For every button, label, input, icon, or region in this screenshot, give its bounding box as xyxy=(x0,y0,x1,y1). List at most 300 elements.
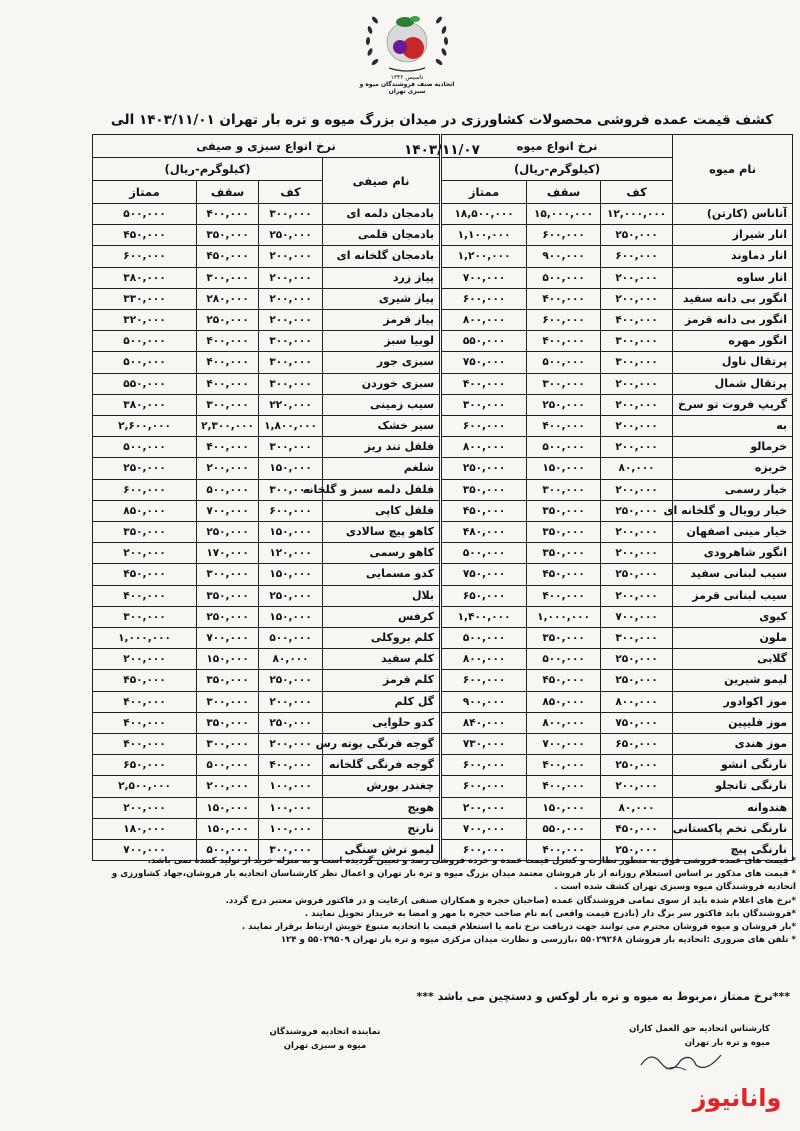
veg-max-cell: ۲۰۰,۰۰۰ xyxy=(197,458,259,479)
veg-premium-cell: ۲,۶۰۰,۰۰۰ xyxy=(93,416,197,437)
fruit-max-cell: ۱۵۰,۰۰۰ xyxy=(527,797,601,818)
veg-min-cell: ۸۰,۰۰۰ xyxy=(259,649,323,670)
fruit-premium-cell: ۴۸۰,۰۰۰ xyxy=(441,522,527,543)
logo-org-name: اتحادیه صنف فروشندگان میوه و سبزی تهران xyxy=(359,81,455,95)
veg-min-header: کف xyxy=(259,181,323,204)
table-row xyxy=(93,458,793,479)
fruit-min-cell: ۴۰۰,۰۰۰ xyxy=(601,310,673,331)
fruit-name-cell: انگور مهره xyxy=(673,331,793,352)
fruit-min-cell: ۲۰۰,۰۰۰ xyxy=(601,522,673,543)
union-logo xyxy=(352,4,462,100)
veg-name-cell: کاهو رسمی xyxy=(323,543,441,564)
fruit-group-header: نرخ انواع میوه xyxy=(441,135,673,158)
fruit-name-cell: خیار مینی اصفهان xyxy=(673,522,793,543)
fruit-premium-cell: ۴۵۰,۰۰۰ xyxy=(441,500,527,521)
veg-name-cell: کرفس xyxy=(323,606,441,627)
note-line: * تلفن های ضروری :اتحادیه بار فروشان ۵۵۰۲۹۲۶۸ ،بازرسی و نظارت میدان مرکزی میوه و تره بار تهران ۵۵۰۲۹۵۰۹ و ۱۲۴ xyxy=(280,935,796,946)
veg-max-cell: ۷۰۰,۰۰۰ xyxy=(197,628,259,649)
veg-name-cell: گوجه فرنگی گلخانه xyxy=(323,755,441,776)
note-line: *بار فروشان و میوه فروشان محترم می توانند جهت دریافت نرخ نامه یا استعلام قیمت با اتحادیه متبوع خویش ارتباط برقرار نمایند . xyxy=(241,922,796,933)
fruit-name-cell: آناناس (کارتن) xyxy=(673,204,793,225)
fruit-min-header: کف xyxy=(601,181,673,204)
veg-premium-cell: ۲,۵۰۰,۰۰۰ xyxy=(93,776,197,797)
veg-min-cell: ۱۰۰,۰۰۰ xyxy=(259,776,323,797)
veg-name-cell: کلم بروکلی xyxy=(323,628,441,649)
table-row xyxy=(93,628,793,649)
veg-max-cell: ۴۰۰,۰۰۰ xyxy=(197,331,259,352)
veg-premium-cell: ۲۵۰,۰۰۰ xyxy=(93,458,197,479)
fruit-premium-cell: ۱,۲۰۰,۰۰۰ xyxy=(441,246,527,267)
veg-min-cell: ۱۵۰,۰۰۰ xyxy=(259,522,323,543)
fruit-name-cell: انار ساوه xyxy=(673,267,793,288)
fruit-min-cell: ۲۵۰,۰۰۰ xyxy=(601,755,673,776)
fruit-premium-cell: ۵۰۰,۰۰۰ xyxy=(441,543,527,564)
signature-left-org: میوه و سبزی تهران xyxy=(283,1041,367,1051)
veg-min-cell: ۲۰۰,۰۰۰ xyxy=(259,310,323,331)
fruit-name-cell: به xyxy=(673,416,793,437)
signature-right-org: میوه و تره بار تهران xyxy=(684,1038,770,1048)
fruit-max-cell: ۴۵۰,۰۰۰ xyxy=(527,670,601,691)
veg-min-cell: ۲۰۰,۰۰۰ xyxy=(259,691,323,712)
veg-max-cell: ۳۵۰,۰۰۰ xyxy=(197,225,259,246)
fruit-max-cell: ۹۰۰,۰۰۰ xyxy=(527,246,601,267)
fruit-name-cell: نارنگی تخم پاکستانی xyxy=(673,818,793,839)
veg-premium-cell: ۴۰۰,۰۰۰ xyxy=(93,691,197,712)
fruit-name-cell: گریپ فروت تو سرخ xyxy=(673,394,793,415)
veg-premium-cell: ۳۸۰,۰۰۰ xyxy=(93,394,197,415)
veg-premium-cell: ۲۰۰,۰۰۰ xyxy=(93,543,197,564)
veg-max-cell: ۲۵۰,۰۰۰ xyxy=(197,522,259,543)
fruit-premium-cell: ۶۰۰,۰۰۰ xyxy=(441,416,527,437)
fruit-name-cell: ملون xyxy=(673,628,793,649)
fruit-min-cell: ۲۰۰,۰۰۰ xyxy=(601,543,673,564)
fruit-max-cell: ۴۰۰,۰۰۰ xyxy=(527,331,601,352)
fruit-premium-cell: ۸۰۰,۰۰۰ xyxy=(441,649,527,670)
fruit-min-cell: ۲۵۰,۰۰۰ xyxy=(601,225,673,246)
fruit-max-cell: ۴۰۰,۰۰۰ xyxy=(527,585,601,606)
veg-max-cell: ۳۵۰,۰۰۰ xyxy=(197,585,259,606)
fruit-name-cell: انار شیراز xyxy=(673,225,793,246)
table-row xyxy=(93,712,793,733)
veg-premium-cell: ۷۰۰,۰۰۰ xyxy=(93,840,197,861)
fruit-premium-cell: ۲۵۰,۰۰۰ xyxy=(441,458,527,479)
veg-min-cell: ۲۰۰,۰۰۰ xyxy=(259,267,323,288)
premium-note: ***نرخ ممتاز ،مربوط به میوه و تره بار لوکس و دستچین می باشد *** xyxy=(416,990,790,1003)
fruit-name-cell: خربزه xyxy=(673,458,793,479)
veg-name-cell: شلغم xyxy=(323,458,441,479)
veg-min-cell: ۱۵۰,۰۰۰ xyxy=(259,564,323,585)
table-row xyxy=(93,670,793,691)
veg-max-cell: ۲۵۰,۰۰۰ xyxy=(197,310,259,331)
veg-max-cell: ۴۰۰,۰۰۰ xyxy=(197,437,259,458)
veg-max-cell: ۲,۳۰۰,۰۰۰ xyxy=(197,416,259,437)
veg-min-cell: ۲۰۰,۰۰۰ xyxy=(259,246,323,267)
veg-premium-cell: ۳۵۰,۰۰۰ xyxy=(93,522,197,543)
fruit-max-cell: ۴۰۰,۰۰۰ xyxy=(527,288,601,309)
table-row xyxy=(93,373,793,394)
fruit-min-cell: ۲۰۰,۰۰۰ xyxy=(601,267,673,288)
veg-name-cell: بادمجان گلخانه ای xyxy=(323,246,441,267)
fruit-premium-cell: ۹۰۰,۰۰۰ xyxy=(441,691,527,712)
veg-min-cell: ۱۵۰,۰۰۰ xyxy=(259,606,323,627)
veg-name-cell: گوجه فرنگی بوته رس xyxy=(323,734,441,755)
fruit-max-cell: ۶۰۰,۰۰۰ xyxy=(527,225,601,246)
fruit-min-cell: ۴۵۰,۰۰۰ xyxy=(601,818,673,839)
veg-min-cell: ۲۰۰,۰۰۰ xyxy=(259,288,323,309)
fruit-max-cell: ۴۰۰,۰۰۰ xyxy=(527,416,601,437)
fruit-premium-cell: ۷۵۰,۰۰۰ xyxy=(441,564,527,585)
fruit-premium-cell: ۶۵۰,۰۰۰ xyxy=(441,585,527,606)
fruit-max-cell: ۱۵۰,۰۰۰ xyxy=(527,458,601,479)
fruit-premium-cell: ۶۰۰,۰۰۰ xyxy=(441,755,527,776)
fruit-premium-cell: ۲۰۰,۰۰۰ xyxy=(441,797,527,818)
veg-premium-cell: ۶۵۰,۰۰۰ xyxy=(93,755,197,776)
table-row xyxy=(93,818,793,839)
veg-max-cell: ۴۰۰,۰۰۰ xyxy=(197,204,259,225)
fruit-name-cell: انار دماوند xyxy=(673,246,793,267)
fruit-min-cell: ۲۰۰,۰۰۰ xyxy=(601,373,673,394)
signature-block-left xyxy=(230,1025,420,1053)
fruit-premium-cell: ۷۵۰,۰۰۰ xyxy=(441,352,527,373)
veg-name-cell: فلفل دلمه سبز و گلخانه xyxy=(323,479,441,500)
veg-max-cell: ۳۵۰,۰۰۰ xyxy=(197,670,259,691)
veg-min-cell: ۳۰۰,۰۰۰ xyxy=(259,352,323,373)
fruit-premium-cell: ۳۵۰,۰۰۰ xyxy=(441,479,527,500)
veg-name-cell: سیب زمینی xyxy=(323,394,441,415)
veg-name-cell: پیاز زرد xyxy=(323,267,441,288)
veg-name-cell: لوبیا سبز xyxy=(323,331,441,352)
veg-premium-cell: ۸۵۰,۰۰۰ xyxy=(93,500,197,521)
veg-min-cell: ۳۰۰,۰۰۰ xyxy=(259,204,323,225)
fruit-name-cell: خرمالو xyxy=(673,437,793,458)
veg-premium-cell: ۴۰۰,۰۰۰ xyxy=(93,734,197,755)
note-line: *نرخ های اعلام شده باید از سوی تمامی فروشندگان عمده (صاحبان حجره و همکاران صنفی )رعایت و در فاکتور فروش معتبر درج گردد. xyxy=(225,895,796,906)
veg-premium-cell: ۴۵۰,۰۰۰ xyxy=(93,670,197,691)
veg-max-cell: ۴۰۰,۰۰۰ xyxy=(197,373,259,394)
fruit-min-cell: ۲۰۰,۰۰۰ xyxy=(601,394,673,415)
fruit-name-cell: لیمو شیرین xyxy=(673,670,793,691)
veg-min-cell: ۱,۸۰۰,۰۰۰ xyxy=(259,416,323,437)
table-row xyxy=(93,606,793,627)
veg-min-cell: ۴۰۰,۰۰۰ xyxy=(259,755,323,776)
logo-year: تاسیس ۱۳۴۲ xyxy=(390,74,424,81)
fruit-name-cell: هندوانه xyxy=(673,797,793,818)
fruit-max-cell: ۱۵,۰۰۰,۰۰۰ xyxy=(527,204,601,225)
fruit-premium-cell: ۷۰۰,۰۰۰ xyxy=(441,267,527,288)
table-row xyxy=(93,225,793,246)
fruit-max-cell: ۳۵۰,۰۰۰ xyxy=(527,628,601,649)
fruit-max-cell: ۱,۰۰۰,۰۰۰ xyxy=(527,606,601,627)
table-row xyxy=(93,564,793,585)
veg-max-cell: ۵۰۰,۰۰۰ xyxy=(197,840,259,861)
veg-max-cell: ۲۸۰,۰۰۰ xyxy=(197,288,259,309)
fruit-name-cell: نارنگی تانجلو xyxy=(673,776,793,797)
fruit-name-cell: خیار رویال و گلخانه ای xyxy=(673,500,793,521)
fruit-premium-cell: ۶۰۰,۰۰۰ xyxy=(441,670,527,691)
veg-max-cell: ۵۰۰,۰۰۰ xyxy=(197,755,259,776)
veg-min-cell: ۱۰۰,۰۰۰ xyxy=(259,818,323,839)
fruit-min-cell: ۶۵۰,۰۰۰ xyxy=(601,734,673,755)
veg-min-cell: ۳۰۰,۰۰۰ xyxy=(259,331,323,352)
fruit-premium-cell: ۵۵۰,۰۰۰ xyxy=(441,331,527,352)
fruit-premium-cell: ۴۰۰,۰۰۰ xyxy=(441,373,527,394)
veg-name-cell: نارنج xyxy=(323,818,441,839)
table-row xyxy=(93,416,793,437)
veg-name-cell: کلم قرمز xyxy=(323,670,441,691)
veg-premium-cell: ۴۰۰,۰۰۰ xyxy=(93,585,197,606)
veg-premium-cell: ۳۰۰,۰۰۰ xyxy=(93,606,197,627)
veg-max-cell: ۱۵۰,۰۰۰ xyxy=(197,818,259,839)
veg-name-cell: بادمجان دلمه ای xyxy=(323,204,441,225)
fruit-premium-cell: ۶۰۰,۰۰۰ xyxy=(441,288,527,309)
price-table-body xyxy=(93,204,793,861)
fruit-name-cell: موز اکوادور xyxy=(673,691,793,712)
veg-max-cell: ۳۰۰,۰۰۰ xyxy=(197,734,259,755)
fruit-max-cell: ۵۰۰,۰۰۰ xyxy=(527,649,601,670)
fruit-max-cell: ۳۵۰,۰۰۰ xyxy=(527,543,601,564)
signature-left-title: نماینده اتحادیه فروشندگان xyxy=(269,1027,381,1037)
fruit-min-cell: ۲۵۰,۰۰۰ xyxy=(601,840,673,861)
veg-min-cell: ۱۰۰,۰۰۰ xyxy=(259,797,323,818)
fruit-name-cell: انگور شاهرودی xyxy=(673,543,793,564)
veg-unit-header: (کیلوگرم-ریال) xyxy=(93,158,323,181)
veg-premium-cell: ۲۰۰,۰۰۰ xyxy=(93,649,197,670)
veg-name-cell: سیر خشک xyxy=(323,416,441,437)
veg-premium-cell: ۵۰۰,۰۰۰ xyxy=(93,204,197,225)
fruit-name-cell: سیب لبنانی سفید xyxy=(673,564,793,585)
veg-name-cell: بادمجان قلمی xyxy=(323,225,441,246)
veg-name-cell: کلم سفید xyxy=(323,649,441,670)
veg-name-cell: گل کلم xyxy=(323,691,441,712)
veg-premium-cell: ۱۸۰,۰۰۰ xyxy=(93,818,197,839)
veg-premium-cell: ۴۰۰,۰۰۰ xyxy=(93,712,197,733)
fruit-name-cell: موز فلیپین xyxy=(673,712,793,733)
veg-premium-cell: ۵۵۰,۰۰۰ xyxy=(93,373,197,394)
signature-right-title: کارشناس اتحادیه حق العمل کاران xyxy=(629,1024,770,1034)
table-row xyxy=(93,585,793,606)
table-row xyxy=(93,437,793,458)
veg-name-cell: پیاز شیری xyxy=(323,288,441,309)
fruit-min-cell: ۳۰۰,۰۰۰ xyxy=(601,331,673,352)
fruit-max-cell: ۴۰۰,۰۰۰ xyxy=(527,776,601,797)
table-row xyxy=(93,522,793,543)
table-row xyxy=(93,755,793,776)
fruit-name-cell: گلابی xyxy=(673,649,793,670)
fruit-min-cell: ۲۰۰,۰۰۰ xyxy=(601,479,673,500)
fruit-min-cell: ۸۰,۰۰۰ xyxy=(601,458,673,479)
fruit-max-cell: ۷۰۰,۰۰۰ xyxy=(527,734,601,755)
fruit-min-cell: ۲۵۰,۰۰۰ xyxy=(601,500,673,521)
veg-premium-cell: ۳۸۰,۰۰۰ xyxy=(93,267,197,288)
veg-min-cell: ۲۵۰,۰۰۰ xyxy=(259,712,323,733)
veg-max-cell: ۲۰۰,۰۰۰ xyxy=(197,776,259,797)
veg-name-cell: بلال xyxy=(323,585,441,606)
veg-name-cell: لیمو ترش سنگی xyxy=(323,840,441,861)
table-row xyxy=(93,204,793,225)
veg-max-cell: ۴۰۰,۰۰۰ xyxy=(197,352,259,373)
fruit-name-cell: خیار رسمی xyxy=(673,479,793,500)
veg-name-cell: کدو مسمایی xyxy=(323,564,441,585)
veg-min-cell: ۲۲۰,۰۰۰ xyxy=(259,394,323,415)
note-line: *فروشندگان باید فاکتور سر برگ دار (بادرج قیمت واقعی )به نام صاحب حجره با مهر و امضا به خریدار تحویل نمایند . xyxy=(304,908,796,919)
veg-name-cell: هویج xyxy=(323,797,441,818)
veg-min-cell: ۶۰۰,۰۰۰ xyxy=(259,500,323,521)
veg-name-header: نام صیفی xyxy=(323,158,441,204)
veg-min-cell: ۱۵۰,۰۰۰ xyxy=(259,458,323,479)
veg-name-cell: پیاز قرمز xyxy=(323,310,441,331)
veg-min-cell: ۳۰۰,۰۰۰ xyxy=(259,479,323,500)
table-row xyxy=(93,649,793,670)
fruit-name-cell: نارنگی پیچ xyxy=(673,840,793,861)
veg-name-cell: فلفل کاپی xyxy=(323,500,441,521)
veg-max-cell: ۳۰۰,۰۰۰ xyxy=(197,564,259,585)
veg-premium-cell: ۶۰۰,۰۰۰ xyxy=(93,479,197,500)
table-row xyxy=(93,246,793,267)
table-row xyxy=(93,288,793,309)
note-line: * قیمت های عمده فروشی فوق به منظور نظارت و کنترل قیمت عمده و خرده فروشی رصد و تعیین گردیده است و به منزله خرید از تولید کننده نمی باشد. xyxy=(147,856,796,866)
fruit-min-cell: ۲۵۰,۰۰۰ xyxy=(601,670,673,691)
veg-max-cell: ۷۰۰,۰۰۰ xyxy=(197,500,259,521)
veg-name-cell: کاهو پیچ سالادی xyxy=(323,522,441,543)
table-row xyxy=(93,543,793,564)
veg-premium-cell: ۵۰۰,۰۰۰ xyxy=(93,437,197,458)
veg-max-cell: ۳۰۰,۰۰۰ xyxy=(197,394,259,415)
veg-max-header: سقف xyxy=(197,181,259,204)
fruit-min-cell: ۲۰۰,۰۰۰ xyxy=(601,288,673,309)
veg-premium-cell: ۵۰۰,۰۰۰ xyxy=(93,331,197,352)
document-title: کشف قیمت عمده فروشی محصولات کشاورزی در میدان بزرگ میوه و تره بار تهران ۱۴۰۳/۱۱/۰۱ الی ۱۴۰۳/۱۱/۰۷ xyxy=(110,112,774,158)
fruit-max-cell: ۶۰۰,۰۰۰ xyxy=(527,310,601,331)
fruit-min-cell: ۲۵۰,۰۰۰ xyxy=(601,649,673,670)
veg-min-cell: ۲۵۰,۰۰۰ xyxy=(259,670,323,691)
veg-name-cell: کدو حلوایی xyxy=(323,712,441,733)
notes-section xyxy=(96,855,796,947)
veg-min-cell: ۲۵۰,۰۰۰ xyxy=(259,585,323,606)
veg-min-cell: ۲۵۰,۰۰۰ xyxy=(259,225,323,246)
fruit-max-cell: ۴۵۰,۰۰۰ xyxy=(527,564,601,585)
fruit-min-cell: ۸۰,۰۰۰ xyxy=(601,797,673,818)
veg-max-cell: ۳۵۰,۰۰۰ xyxy=(197,712,259,733)
table-row xyxy=(93,776,793,797)
fruit-max-cell: ۴۰۰,۰۰۰ xyxy=(527,840,601,861)
fruit-premium-cell: ۸۰۰,۰۰۰ xyxy=(441,437,527,458)
veg-premium-cell: ۱,۰۰۰,۰۰۰ xyxy=(93,628,197,649)
fruit-min-cell: ۳۰۰,۰۰۰ xyxy=(601,352,673,373)
veg-max-cell: ۳۰۰,۰۰۰ xyxy=(197,267,259,288)
veg-premium-cell: ۳۲۰,۰۰۰ xyxy=(93,310,197,331)
veg-group-header: نرخ انواع سبزی و صیفی xyxy=(93,135,441,158)
fruit-min-cell: ۷۰۰,۰۰۰ xyxy=(601,606,673,627)
fruit-premium-header: ممتاز xyxy=(441,181,527,204)
veg-premium-cell: ۲۰۰,۰۰۰ xyxy=(93,797,197,818)
fruit-min-cell: ۷۵۰,۰۰۰ xyxy=(601,712,673,733)
table-row xyxy=(93,797,793,818)
fruit-max-cell: ۳۵۰,۰۰۰ xyxy=(527,500,601,521)
fruit-min-cell: ۲۰۰,۰۰۰ xyxy=(601,416,673,437)
fruit-name-cell: کیوی xyxy=(673,606,793,627)
veg-premium-header: ممتاز xyxy=(93,181,197,204)
site-watermark: وانانیوز xyxy=(692,1084,782,1112)
table-row xyxy=(93,310,793,331)
fruit-premium-cell: ۸۴۰,۰۰۰ xyxy=(441,712,527,733)
fruit-max-cell: ۸۰۰,۰۰۰ xyxy=(527,712,601,733)
table-row xyxy=(93,500,793,521)
fruit-max-cell: ۴۰۰,۰۰۰ xyxy=(527,755,601,776)
fruit-premium-cell: ۶۰۰,۰۰۰ xyxy=(441,840,527,861)
fruit-min-cell: ۲۰۰,۰۰۰ xyxy=(601,437,673,458)
veg-name-cell: سبزی خوردن xyxy=(323,373,441,394)
veg-name-cell: چغندر بورش xyxy=(323,776,441,797)
fruit-wreath-icon xyxy=(359,4,455,74)
veg-min-cell: ۱۲۰,۰۰۰ xyxy=(259,543,323,564)
veg-premium-cell: ۳۳۰,۰۰۰ xyxy=(93,288,197,309)
fruit-name-header: نام میوه xyxy=(673,135,793,204)
note-line: * قیمت های مذکور بر اساس استعلام روزانه از بار فروشان معتمد میدان بزرگ میوه و تره بار تهران و اعمال نظر کارشناسان اتحادیه بار فروشان،جهاد کشاورزی و xyxy=(111,869,796,880)
fruit-premium-cell: ۸۰۰,۰۰۰ xyxy=(441,310,527,331)
veg-max-cell: ۳۰۰,۰۰۰ xyxy=(197,691,259,712)
fruit-premium-cell: ۱,۴۰۰,۰۰۰ xyxy=(441,606,527,627)
veg-premium-cell: ۵۰۰,۰۰۰ xyxy=(93,352,197,373)
veg-min-cell: ۳۰۰,۰۰۰ xyxy=(259,373,323,394)
table-row xyxy=(93,734,793,755)
fruit-max-cell: ۳۰۰,۰۰۰ xyxy=(527,373,601,394)
veg-max-cell: ۲۵۰,۰۰۰ xyxy=(197,606,259,627)
veg-min-cell: ۲۰۰,۰۰۰ xyxy=(259,734,323,755)
fruit-max-cell: ۵۰۰,۰۰۰ xyxy=(527,437,601,458)
fruit-premium-cell: ۶۰۰,۰۰۰ xyxy=(441,776,527,797)
veg-max-cell: ۱۵۰,۰۰۰ xyxy=(197,649,259,670)
veg-premium-cell: ۴۵۰,۰۰۰ xyxy=(93,225,197,246)
fruit-premium-cell: ۳۰۰,۰۰۰ xyxy=(441,394,527,415)
fruit-premium-cell: ۱۸,۵۰۰,۰۰۰ xyxy=(441,204,527,225)
fruit-name-cell: سیب لبنانی قرمز xyxy=(673,585,793,606)
price-table xyxy=(92,134,793,861)
fruit-max-header: سقف xyxy=(527,181,601,204)
fruit-max-cell: ۲۵۰,۰۰۰ xyxy=(527,394,601,415)
note-line: اتحادیه فروشندگان میوه وسبزی تهران کشف شده است . xyxy=(554,882,796,893)
fruit-min-cell: ۸۰۰,۰۰۰ xyxy=(601,691,673,712)
veg-premium-cell: ۴۵۰,۰۰۰ xyxy=(93,564,197,585)
fruit-max-cell: ۳۰۰,۰۰۰ xyxy=(527,479,601,500)
table-row xyxy=(93,331,793,352)
veg-max-cell: ۵۰۰,۰۰۰ xyxy=(197,479,259,500)
fruit-min-cell: ۱۲,۰۰۰,۰۰۰ xyxy=(601,204,673,225)
table-row xyxy=(93,394,793,415)
veg-min-cell: ۵۰۰,۰۰۰ xyxy=(259,628,323,649)
fruit-name-cell: نارنگی انشو xyxy=(673,755,793,776)
veg-max-cell: ۱۵۰,۰۰۰ xyxy=(197,797,259,818)
veg-name-cell: سبزی جور xyxy=(323,352,441,373)
fruit-premium-cell: ۱,۱۰۰,۰۰۰ xyxy=(441,225,527,246)
fruit-min-cell: ۲۰۰,۰۰۰ xyxy=(601,585,673,606)
fruit-min-cell: ۲۰۰,۰۰۰ xyxy=(601,776,673,797)
veg-max-cell: ۴۵۰,۰۰۰ xyxy=(197,246,259,267)
fruit-name-cell: پرتقال شمال xyxy=(673,373,793,394)
table-row xyxy=(93,691,793,712)
fruit-premium-cell: ۷۰۰,۰۰۰ xyxy=(441,818,527,839)
fruit-name-cell: موز هندی xyxy=(673,734,793,755)
fruit-max-cell: ۵۰۰,۰۰۰ xyxy=(527,352,601,373)
veg-name-cell: فلفل تند ریز xyxy=(323,437,441,458)
fruit-name-cell: پرتقال ناول xyxy=(673,352,793,373)
fruit-name-cell: انگور بی دانه سفید xyxy=(673,288,793,309)
fruit-max-cell: ۵۰۰,۰۰۰ xyxy=(527,267,601,288)
veg-min-cell: ۳۰۰,۰۰۰ xyxy=(259,840,323,861)
fruit-unit-header: (کیلوگرم-ریال) xyxy=(441,158,673,181)
fruit-premium-cell: ۵۰۰,۰۰۰ xyxy=(441,628,527,649)
veg-max-cell: ۱۷۰,۰۰۰ xyxy=(197,543,259,564)
handwritten-signature-icon xyxy=(636,1045,726,1075)
